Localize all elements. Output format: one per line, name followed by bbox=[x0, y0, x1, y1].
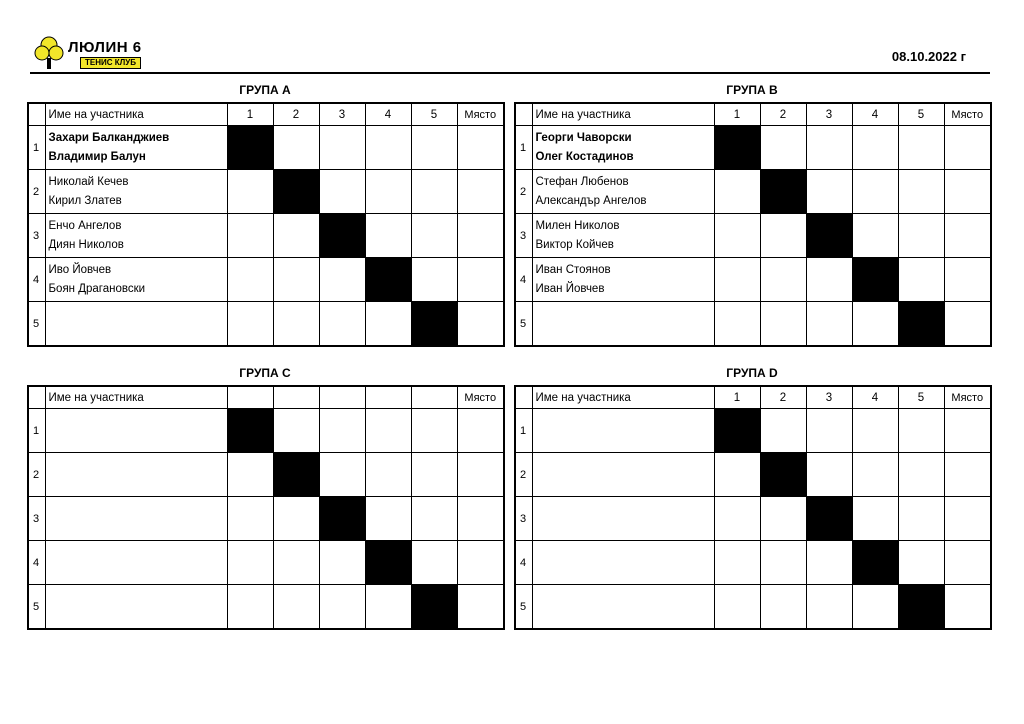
participant-name-cell[interactable] bbox=[45, 214, 227, 258]
score-cell[interactable] bbox=[411, 497, 457, 541]
score-cell[interactable] bbox=[852, 214, 898, 258]
blocked-cell bbox=[227, 409, 273, 453]
score-cell[interactable] bbox=[852, 409, 898, 453]
blocked-cell bbox=[273, 453, 319, 497]
score-cell[interactable] bbox=[273, 214, 319, 258]
index-header-cell bbox=[515, 386, 532, 409]
participant-name-cell[interactable] bbox=[45, 170, 227, 214]
blocked-cell bbox=[898, 585, 944, 630]
participant-name-cell[interactable] bbox=[532, 585, 714, 630]
group-table bbox=[514, 385, 992, 630]
blocked-cell bbox=[319, 214, 365, 258]
score-cell[interactable] bbox=[714, 497, 760, 541]
column-number-cell: 5 bbox=[898, 386, 944, 409]
column-number-cell: 2 bbox=[273, 103, 319, 126]
score-cell[interactable] bbox=[411, 453, 457, 497]
participant-name-1: Николай Кечев bbox=[48, 175, 129, 188]
row-index: 5 bbox=[515, 585, 532, 630]
participant-name-cell[interactable] bbox=[532, 409, 714, 453]
place-cell[interactable] bbox=[457, 453, 504, 497]
score-cell[interactable] bbox=[760, 214, 806, 258]
event-date: 08.10.2022 г bbox=[891, 49, 966, 64]
column-number-cell: 4 bbox=[852, 103, 898, 126]
group-table bbox=[27, 385, 505, 630]
table-row bbox=[28, 585, 504, 630]
table-row bbox=[515, 170, 991, 214]
column-number-cell bbox=[227, 386, 273, 409]
table-row bbox=[515, 541, 991, 585]
blocked-cell bbox=[319, 497, 365, 541]
score-cell[interactable] bbox=[319, 409, 365, 453]
participant-name-2: Виктор Койчев bbox=[535, 238, 614, 251]
score-cell[interactable] bbox=[227, 258, 273, 302]
row-index: 2 bbox=[515, 453, 532, 497]
score-cell[interactable] bbox=[714, 585, 760, 630]
index-header-cell bbox=[28, 386, 45, 409]
place-cell[interactable] bbox=[457, 302, 504, 347]
group-title: ГРУПА С bbox=[239, 366, 291, 380]
score-cell[interactable] bbox=[714, 170, 760, 214]
blocked-cell bbox=[411, 585, 457, 630]
place-header-cell: Място bbox=[457, 103, 504, 126]
participant-name-2: Иван Йовчев bbox=[535, 282, 605, 295]
score-cell[interactable] bbox=[852, 585, 898, 630]
score-cell[interactable] bbox=[365, 302, 411, 347]
place-cell[interactable] bbox=[944, 497, 991, 541]
index-header-cell bbox=[515, 103, 532, 126]
table-row bbox=[515, 497, 991, 541]
participant-name-1: Милен Николов bbox=[535, 219, 620, 232]
score-cell[interactable] bbox=[760, 541, 806, 585]
participant-name-cell[interactable] bbox=[532, 214, 714, 258]
table-header-row bbox=[515, 386, 991, 409]
score-cell[interactable] bbox=[852, 126, 898, 170]
row-index: 4 bbox=[515, 541, 532, 585]
score-cell[interactable] bbox=[714, 302, 760, 347]
place-cell[interactable] bbox=[944, 541, 991, 585]
table-row bbox=[28, 497, 504, 541]
row-index: 3 bbox=[515, 497, 532, 541]
column-number-cell bbox=[273, 386, 319, 409]
place-cell[interactable] bbox=[457, 585, 504, 630]
name-header-cell: Име на участника bbox=[532, 386, 714, 409]
table-row bbox=[28, 214, 504, 258]
score-cell[interactable] bbox=[760, 258, 806, 302]
score-cell[interactable] bbox=[411, 258, 457, 302]
place-cell[interactable] bbox=[457, 497, 504, 541]
table-header-row bbox=[28, 103, 504, 126]
blocked-cell bbox=[760, 170, 806, 214]
row-index: 1 bbox=[515, 409, 532, 453]
participant-name-cell[interactable] bbox=[532, 541, 714, 585]
participant-name-1: Георги Чаворски bbox=[535, 131, 632, 144]
group-title: ГРУПА D bbox=[726, 366, 778, 380]
score-cell[interactable] bbox=[714, 541, 760, 585]
score-cell[interactable] bbox=[411, 170, 457, 214]
score-cell[interactable] bbox=[227, 497, 273, 541]
score-cell[interactable] bbox=[898, 126, 944, 170]
place-cell[interactable] bbox=[457, 126, 504, 170]
score-cell[interactable] bbox=[273, 409, 319, 453]
blocked-cell bbox=[760, 453, 806, 497]
participant-name-2: Диян Николов bbox=[48, 238, 124, 251]
participant-name-2: Боян Драгановски bbox=[48, 282, 146, 295]
tennis-ball-tree-icon bbox=[34, 36, 64, 70]
participant-name-cell[interactable] bbox=[532, 170, 714, 214]
participant-name-cell[interactable] bbox=[45, 541, 227, 585]
group-table bbox=[27, 102, 505, 347]
score-cell[interactable] bbox=[898, 258, 944, 302]
participant-name-cell[interactable] bbox=[45, 585, 227, 630]
place-header-cell: Място bbox=[944, 386, 991, 409]
place-cell[interactable] bbox=[457, 258, 504, 302]
score-cell[interactable] bbox=[365, 170, 411, 214]
table-row bbox=[515, 126, 991, 170]
table-row bbox=[28, 302, 504, 347]
group-title: ГРУПА А bbox=[239, 83, 291, 97]
participant-name-1: Стефан Любенов bbox=[535, 175, 629, 188]
participant-name-cell[interactable] bbox=[45, 409, 227, 453]
group-table bbox=[514, 102, 992, 347]
score-cell[interactable] bbox=[273, 541, 319, 585]
row-index: 3 bbox=[28, 214, 45, 258]
participant-name-cell[interactable] bbox=[532, 453, 714, 497]
group-a bbox=[27, 82, 503, 347]
column-number-cell: 4 bbox=[852, 386, 898, 409]
score-cell[interactable] bbox=[806, 585, 852, 630]
score-cell[interactable] bbox=[806, 541, 852, 585]
score-cell[interactable] bbox=[319, 585, 365, 630]
score-cell[interactable] bbox=[806, 258, 852, 302]
participant-name-2: Владимир Балун bbox=[48, 150, 146, 163]
score-cell[interactable] bbox=[319, 541, 365, 585]
participant-name-1: Захари Балканджиев bbox=[48, 131, 170, 144]
score-cell[interactable] bbox=[806, 302, 852, 347]
participant-name-1: Иво Йовчев bbox=[48, 263, 112, 276]
row-index: 5 bbox=[28, 585, 45, 630]
score-cell[interactable] bbox=[365, 409, 411, 453]
table-row bbox=[28, 258, 504, 302]
score-cell[interactable] bbox=[806, 126, 852, 170]
score-cell[interactable] bbox=[806, 453, 852, 497]
score-cell[interactable] bbox=[806, 170, 852, 214]
blocked-cell bbox=[227, 126, 273, 170]
column-number-cell bbox=[365, 386, 411, 409]
place-cell[interactable] bbox=[944, 409, 991, 453]
group-b bbox=[514, 82, 990, 347]
score-cell[interactable] bbox=[714, 453, 760, 497]
place-cell[interactable] bbox=[944, 126, 991, 170]
score-cell[interactable] bbox=[411, 541, 457, 585]
score-cell[interactable] bbox=[365, 585, 411, 630]
place-cell[interactable] bbox=[944, 170, 991, 214]
name-header-cell: Име на участника bbox=[532, 103, 714, 126]
participant-name-cell[interactable] bbox=[45, 302, 227, 347]
score-cell[interactable] bbox=[273, 585, 319, 630]
score-cell[interactable] bbox=[760, 302, 806, 347]
table-row bbox=[28, 126, 504, 170]
participant-name-cell[interactable] bbox=[45, 126, 227, 170]
table-row bbox=[515, 409, 991, 453]
blocked-cell bbox=[852, 541, 898, 585]
participant-name-cell[interactable] bbox=[45, 453, 227, 497]
blocked-cell bbox=[365, 541, 411, 585]
score-cell[interactable] bbox=[411, 126, 457, 170]
blocked-cell bbox=[852, 258, 898, 302]
score-cell[interactable] bbox=[852, 497, 898, 541]
table-row bbox=[515, 453, 991, 497]
score-cell[interactable] bbox=[898, 170, 944, 214]
table-row bbox=[28, 453, 504, 497]
row-index: 4 bbox=[28, 541, 45, 585]
table-row bbox=[28, 541, 504, 585]
row-index: 3 bbox=[515, 214, 532, 258]
blocked-cell bbox=[273, 170, 319, 214]
row-index: 1 bbox=[515, 126, 532, 170]
index-header-cell bbox=[28, 103, 45, 126]
score-cell[interactable] bbox=[760, 585, 806, 630]
group-d bbox=[514, 365, 990, 630]
score-cell[interactable] bbox=[898, 453, 944, 497]
column-number-cell: 3 bbox=[806, 386, 852, 409]
row-index: 2 bbox=[515, 170, 532, 214]
column-number-cell: 1 bbox=[714, 386, 760, 409]
score-cell[interactable] bbox=[365, 214, 411, 258]
column-number-cell: 5 bbox=[411, 103, 457, 126]
score-cell[interactable] bbox=[319, 302, 365, 347]
column-number-cell bbox=[411, 386, 457, 409]
score-cell[interactable] bbox=[760, 497, 806, 541]
blocked-cell bbox=[898, 302, 944, 347]
row-index: 3 bbox=[28, 497, 45, 541]
participant-name-cell[interactable] bbox=[532, 497, 714, 541]
row-index: 1 bbox=[28, 409, 45, 453]
score-cell[interactable] bbox=[319, 126, 365, 170]
column-number-cell: 2 bbox=[760, 103, 806, 126]
score-cell[interactable] bbox=[898, 541, 944, 585]
place-cell[interactable] bbox=[457, 170, 504, 214]
logo-subtitle: ТЕНИС КЛУБ bbox=[80, 57, 141, 69]
place-header-cell: Място bbox=[457, 386, 504, 409]
club-logo bbox=[34, 36, 144, 70]
blocked-cell bbox=[365, 258, 411, 302]
score-cell[interactable] bbox=[852, 302, 898, 347]
score-cell[interactable] bbox=[319, 170, 365, 214]
participant-name-1: Енчо Ангелов bbox=[48, 219, 122, 232]
score-cell[interactable] bbox=[760, 126, 806, 170]
participant-name-1: Иван Стоянов bbox=[535, 263, 611, 276]
score-cell[interactable] bbox=[365, 453, 411, 497]
blocked-cell bbox=[714, 126, 760, 170]
table-header-row bbox=[515, 103, 991, 126]
participant-name-2: Олег Костадинов bbox=[535, 150, 634, 163]
table-row bbox=[515, 258, 991, 302]
place-cell[interactable] bbox=[944, 258, 991, 302]
score-cell[interactable] bbox=[319, 258, 365, 302]
score-cell[interactable] bbox=[898, 497, 944, 541]
column-number-cell: 3 bbox=[806, 103, 852, 126]
table-row bbox=[28, 170, 504, 214]
table-row bbox=[515, 585, 991, 630]
score-cell[interactable] bbox=[898, 214, 944, 258]
score-cell[interactable] bbox=[365, 497, 411, 541]
score-cell[interactable] bbox=[273, 302, 319, 347]
row-index: 4 bbox=[28, 258, 45, 302]
row-index: 1 bbox=[28, 126, 45, 170]
score-cell[interactable] bbox=[319, 453, 365, 497]
column-number-cell: 2 bbox=[760, 386, 806, 409]
page-header bbox=[30, 36, 990, 74]
participant-name-2: Александър Ангелов bbox=[535, 194, 647, 207]
name-header-cell: Име на участника bbox=[45, 386, 227, 409]
score-cell[interactable] bbox=[227, 541, 273, 585]
score-cell[interactable] bbox=[852, 170, 898, 214]
column-number-cell: 3 bbox=[319, 103, 365, 126]
table-row bbox=[515, 302, 991, 347]
place-cell[interactable] bbox=[944, 302, 991, 347]
participant-name-cell[interactable] bbox=[45, 258, 227, 302]
score-cell[interactable] bbox=[227, 170, 273, 214]
table-row bbox=[515, 214, 991, 258]
table-header-row bbox=[28, 386, 504, 409]
logo-name: ЛЮЛИН 6 bbox=[68, 39, 142, 56]
name-header-cell: Име на участника bbox=[45, 103, 227, 126]
column-number-cell: 4 bbox=[365, 103, 411, 126]
participant-name-cell[interactable] bbox=[532, 258, 714, 302]
row-index: 4 bbox=[515, 258, 532, 302]
blocked-cell bbox=[714, 409, 760, 453]
score-cell[interactable] bbox=[898, 409, 944, 453]
participant-name-cell[interactable] bbox=[532, 302, 714, 347]
score-cell[interactable] bbox=[273, 497, 319, 541]
place-cell[interactable] bbox=[944, 214, 991, 258]
row-index: 5 bbox=[28, 302, 45, 347]
score-cell[interactable] bbox=[273, 126, 319, 170]
score-cell[interactable] bbox=[714, 214, 760, 258]
participant-name-cell[interactable] bbox=[532, 126, 714, 170]
score-cell[interactable] bbox=[365, 126, 411, 170]
row-index: 2 bbox=[28, 170, 45, 214]
table-row bbox=[28, 409, 504, 453]
score-cell[interactable] bbox=[714, 258, 760, 302]
score-cell[interactable] bbox=[273, 258, 319, 302]
column-number-cell: 1 bbox=[714, 103, 760, 126]
group-c bbox=[27, 365, 503, 630]
group-title: ГРУПА В bbox=[726, 83, 778, 97]
score-cell[interactable] bbox=[227, 453, 273, 497]
score-cell[interactable] bbox=[760, 409, 806, 453]
participant-name-2: Кирил Златев bbox=[48, 194, 122, 207]
score-cell[interactable] bbox=[411, 214, 457, 258]
blocked-cell bbox=[806, 214, 852, 258]
place-cell[interactable] bbox=[944, 585, 991, 630]
row-index: 2 bbox=[28, 453, 45, 497]
blocked-cell bbox=[806, 497, 852, 541]
column-number-cell: 5 bbox=[898, 103, 944, 126]
place-cell[interactable] bbox=[457, 409, 504, 453]
score-cell[interactable] bbox=[852, 453, 898, 497]
score-cell[interactable] bbox=[227, 214, 273, 258]
score-cell[interactable] bbox=[227, 585, 273, 630]
score-cell[interactable] bbox=[411, 409, 457, 453]
place-cell[interactable] bbox=[457, 541, 504, 585]
blocked-cell bbox=[411, 302, 457, 347]
column-number-cell: 1 bbox=[227, 103, 273, 126]
place-header-cell: Място bbox=[944, 103, 991, 126]
place-cell[interactable] bbox=[457, 214, 504, 258]
column-number-cell bbox=[319, 386, 365, 409]
participant-name-cell[interactable] bbox=[45, 497, 227, 541]
place-cell[interactable] bbox=[944, 453, 991, 497]
row-index: 5 bbox=[515, 302, 532, 347]
score-cell[interactable] bbox=[227, 302, 273, 347]
score-cell[interactable] bbox=[806, 409, 852, 453]
